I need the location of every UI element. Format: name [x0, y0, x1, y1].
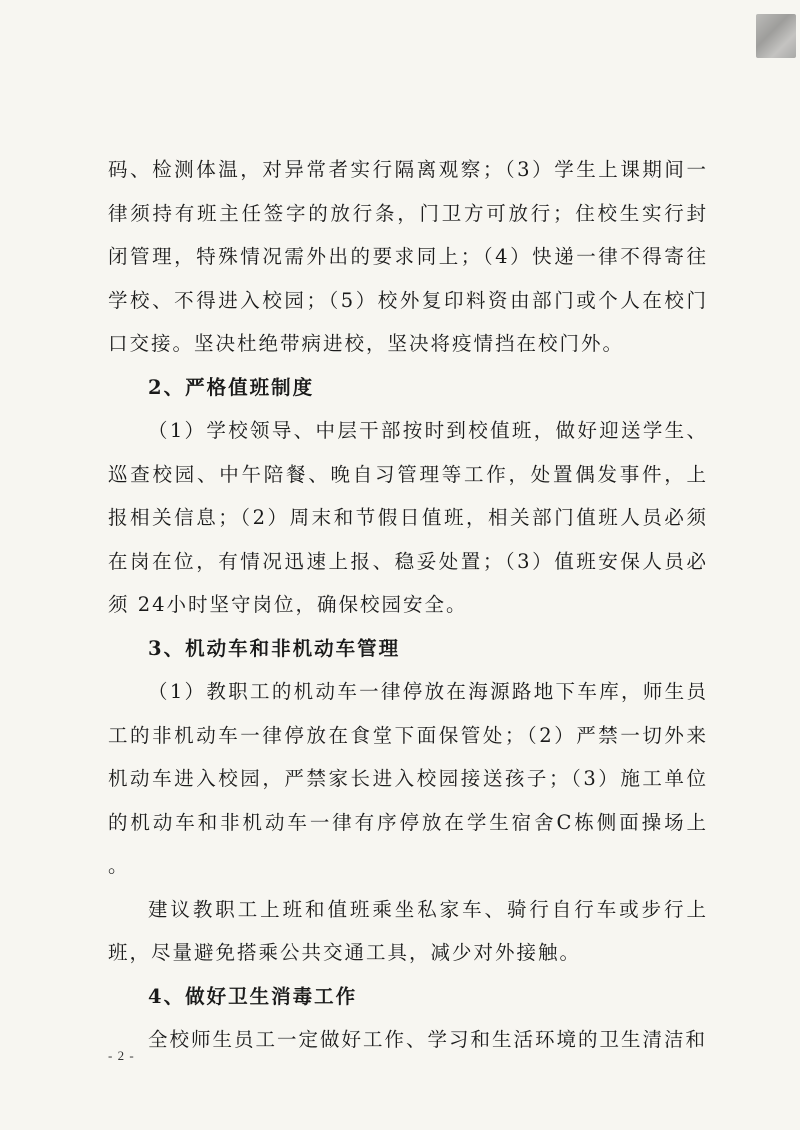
- section-heading-hygiene-disinfection: 4、做好卫生消毒工作: [148, 984, 358, 1008]
- paragraph-hygiene-disinfection: 全校师生员工一定做好工作、学习和生活环境的卫生清洁和: [148, 1028, 708, 1051]
- document-body: [108, 148, 708, 1062]
- paragraph-vehicle-management: （1）教职工的机动车一律停放在海源路地下车库，师生员工的非机动车一律停放在食堂下面保管处；（2）严禁一切外来机动车进入校园，严禁家长进入校园接送孩子；（3）施工单位的机动车和非机动车一律有序停放在学生宿舍C栋侧面操场上 。: [108, 680, 708, 877]
- section-heading-vehicle-management: 3、机动车和非机动车管理: [148, 636, 401, 660]
- paragraph-commute-advice: 建议教职工上班和值班乘坐私家车、骑行自行车或步行上班，尽量避免搭乘公共交通工具，减少对外接触。: [108, 897, 708, 964]
- paragraph-duty-system: （1）学校领导、中层干部按时到校值班，做好迎送学生、巡查校园、中午陪餐、晚自习管理等工作，处置偶发事件，上报相关信息；（2）周末和节假日值班，相关部门值班人员必须在岗在位，有情况迅速上报、稳妥处置；（3）值班安保人员必须 24小时坚守岗位，确保校园安全。: [108, 419, 708, 616]
- section-heading-duty-system: 2、严格值班制度: [148, 375, 315, 399]
- paragraph-entry-control: 码、检测体温，对异常者实行隔离观察；（3）学生上课期间一律须持有班主任签字的放行条，门卫方可放行；住校生实行封闭管理，特殊情况需外出的要求同上；（4）快递一律不得寄往学校、不得进入校园；（5）校外复印料资由部门或个人在校门口交接。坚决杜绝带病进校，坚决将疫情挡在校门外。: [108, 158, 708, 355]
- scan-artifact: [756, 14, 796, 58]
- page-number: - 2 -: [108, 1048, 135, 1063]
